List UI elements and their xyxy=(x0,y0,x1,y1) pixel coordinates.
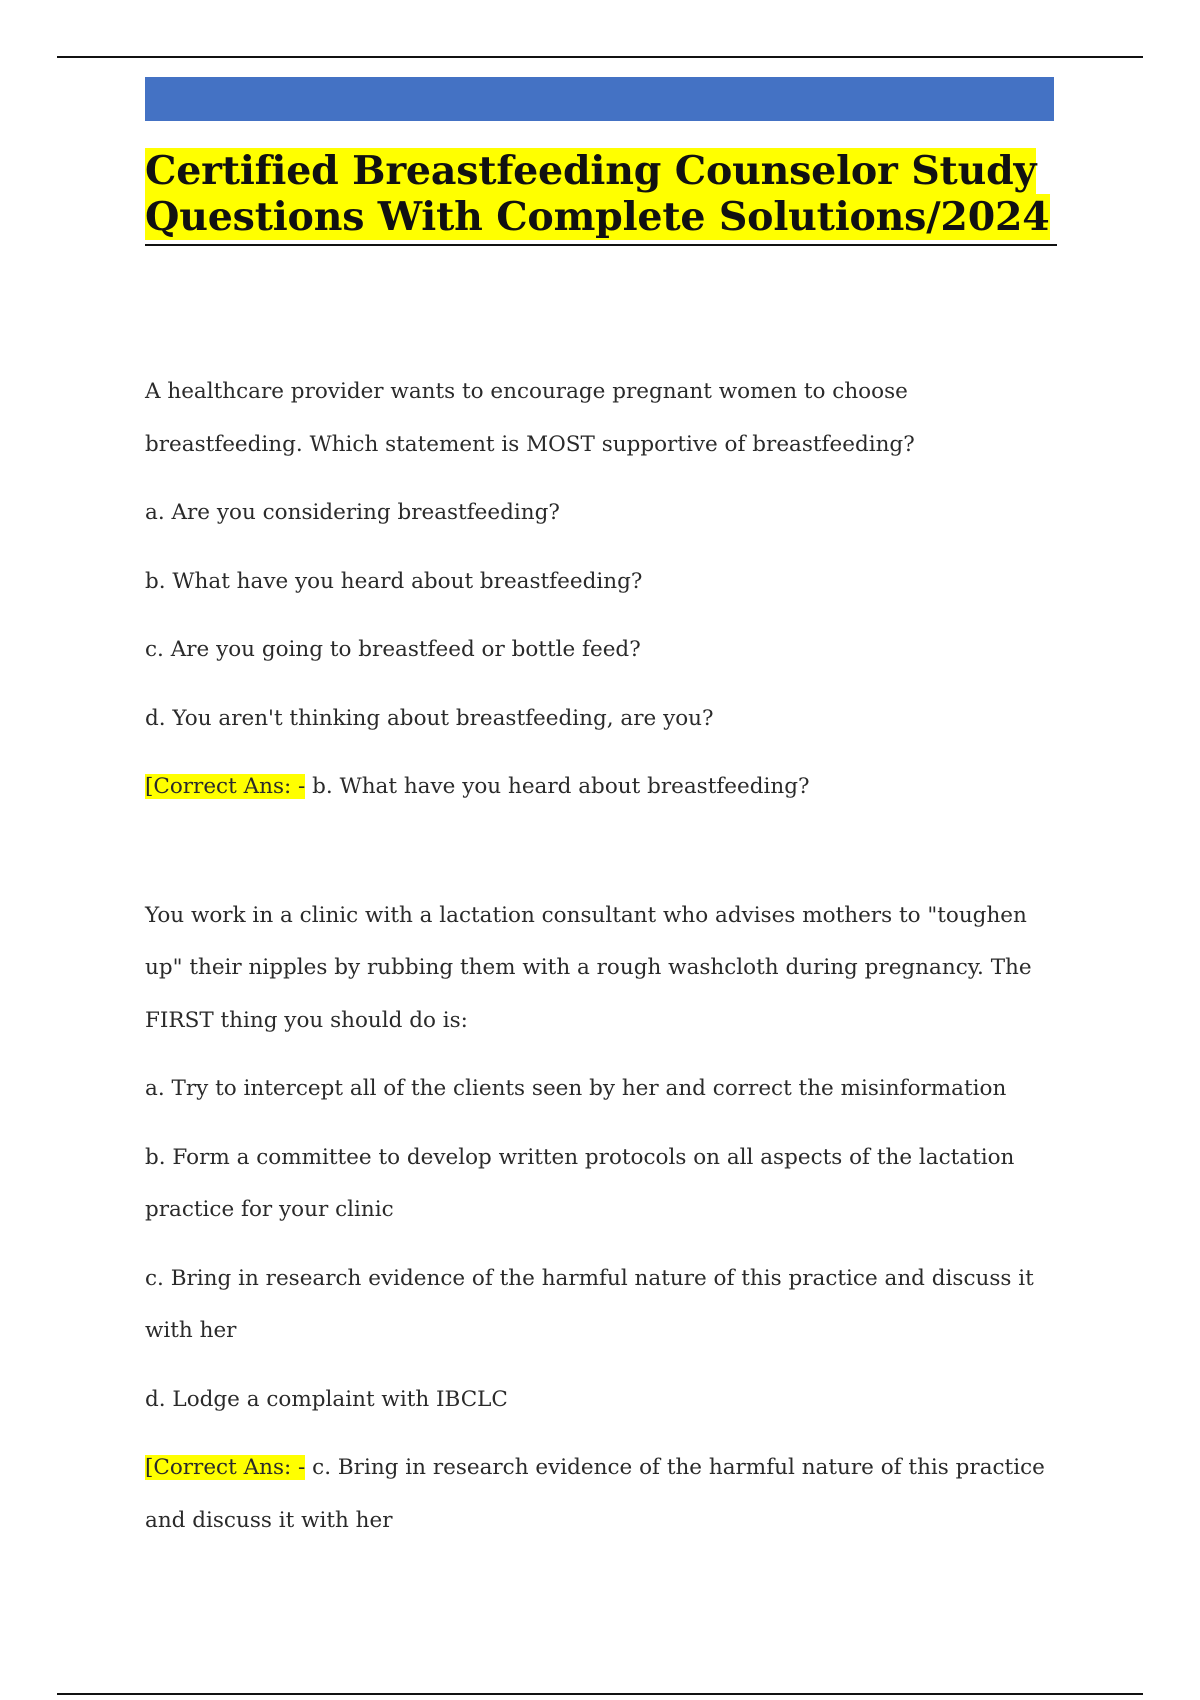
correct-answer-text: b. What have you heard about breastfeeding? xyxy=(305,774,810,799)
document-body xyxy=(145,366,1065,1547)
document-title-block xyxy=(145,148,1057,246)
answer-option-c: c. Are you going to breastfeed or bottle feed? xyxy=(145,637,641,662)
question-stem: A healthcare provider wants to encourage pregnant women to choose breastfeeding. Which statement is MOST supportive of breastfeeding? xyxy=(145,379,915,457)
page-top-rule xyxy=(57,56,1143,58)
answer-option-c: c. Bring in research evidence of the harmful nature of this practice and discuss it with her xyxy=(145,1265,1034,1343)
correct-answer xyxy=(145,1442,1065,1547)
correct-answer-label: [Correct Ans: - xyxy=(145,1455,306,1480)
page-bottom-rule xyxy=(57,1693,1143,1695)
document-title-line2: Questions With Complete Solutions/2024 xyxy=(145,194,1050,240)
answer-option-a: a. Are you considering breastfeeding? xyxy=(145,500,560,525)
document-title xyxy=(145,148,1057,240)
answer-option-a: a. Try to intercept all of the clients seen by her and correct the misinformation xyxy=(145,1076,1007,1101)
question-stem: You work in a clinic with a lactation consultant who advises mothers to "toughen up" their nipples by rubbing them with a rough washcloth during pregnancy. The FIRST thing you should do is: xyxy=(145,902,1032,1033)
answer-option-d: d. Lodge a complaint with IBCLC xyxy=(145,1386,508,1412)
question-block-2 xyxy=(145,890,1065,1548)
answer-option-b: b. What have you heard about breastfeeding? xyxy=(145,568,643,594)
correct-answer-text: c. Bring in research evidence of the harmful nature of this practice and discuss it with her xyxy=(145,1455,1045,1533)
question-block-1 xyxy=(145,366,1065,814)
answer-option-d: d. You aren't thinking about breastfeeding, are you? xyxy=(145,705,714,731)
document-title-line1: Certified Breastfeeding Counselor Study xyxy=(145,148,1037,194)
correct-answer-label: [Correct Ans: - xyxy=(145,774,306,799)
correct-answer xyxy=(145,761,1065,814)
answer-option-b: b. Form a committee to develop written protocols on all aspects of the lactation practice for your clinic xyxy=(145,1144,1015,1222)
header-color-band xyxy=(145,77,1054,121)
